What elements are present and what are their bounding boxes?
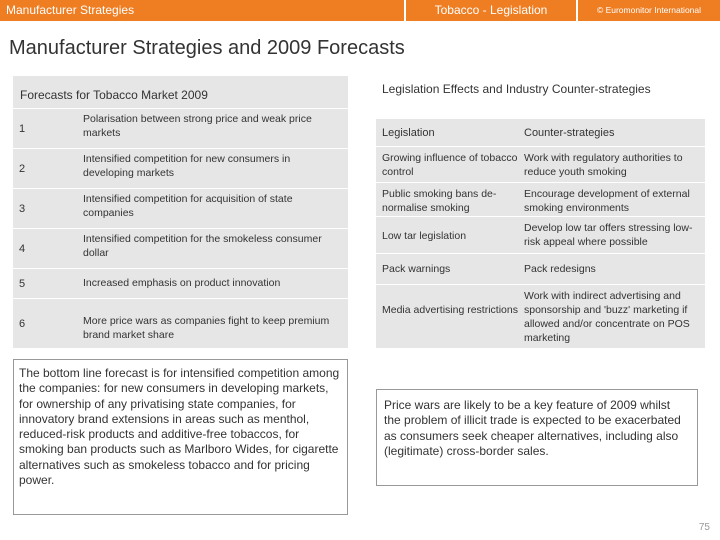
forecast-row <box>13 228 348 268</box>
col-counter-header: Counter-strategies <box>524 127 615 139</box>
forecast-row <box>13 108 348 148</box>
legislation-heading: Legislation Effects and Industry Counter-strategies <box>376 76 705 118</box>
col-legislation-header: Legislation <box>382 127 435 139</box>
legislation-cell: Low tar legislation <box>382 230 467 242</box>
legislation-row <box>376 253 705 284</box>
forecast-text: Intensified competition for the smokeless consumer dollar <box>83 233 322 259</box>
copyright-label: © Euromonitor International <box>578 0 720 21</box>
forecast-number: 4 <box>19 243 26 255</box>
forecast-number: 6 <box>19 318 26 330</box>
page-title: Manufacturer Strategies and 2009 Forecasts <box>9 37 405 59</box>
legislation-panel <box>376 76 705 348</box>
forecast-summary-note: The bottom line forecast is for intensified competition among the companies: for new consumers in developing markets, for ownership of any privatising state companies, for innovatory brand extensions in areas such as menthol, reduced-risk products and additive-free tobaccos, for smoking ban products such as Marlboro Wides, for cigarette alternatives such as smokeless tobacco and for pricing power. <box>13 359 348 515</box>
forecasts-panel <box>13 76 348 348</box>
forecast-number: 1 <box>19 123 26 135</box>
topic-label: Tobacco - Legislation <box>406 0 576 21</box>
price-wars-note: Price wars are likely to be a key feature of 2009 whilst the problem of illicit trade is expected to be exacerbated as consumers seek cheaper alternatives, including also (legitimate) cross-border sales. <box>376 389 698 486</box>
forecast-row <box>13 298 348 348</box>
legislation-cell: Media advertising restrictions <box>382 304 518 316</box>
counter-cell: Work with regulatory authorities to reduce youth smoking <box>524 152 683 178</box>
forecast-number: 5 <box>19 278 26 290</box>
section-label: Manufacturer Strategies <box>0 0 404 21</box>
forecast-row <box>13 148 348 188</box>
forecast-number: 3 <box>19 203 26 215</box>
forecast-text: Polarisation between strong price and weak price markets <box>83 113 312 139</box>
legislation-row <box>376 146 705 182</box>
forecast-number: 2 <box>19 163 26 175</box>
forecast-row <box>13 268 348 298</box>
forecasts-heading: Forecasts for Tobacco Market 2009 <box>20 88 208 102</box>
counter-cell: Encourage development of external smoking environments <box>524 188 690 214</box>
legislation-cell: Growing influence of tobacco control <box>382 152 518 178</box>
forecast-text: More price wars as companies fight to keep premium brand market share <box>83 315 330 341</box>
forecast-text: Intensified competition for acquisition of state companies <box>83 193 293 219</box>
legislation-cell: Pack warnings <box>382 263 451 275</box>
forecast-text: Increased emphasis on product innovation <box>83 277 281 289</box>
legislation-header-row <box>376 118 705 146</box>
counter-cell: Develop low tar offers stressing low-risk appeal where possible <box>524 222 693 248</box>
forecast-row <box>13 188 348 228</box>
legislation-row <box>376 182 705 216</box>
page-number: 75 <box>698 522 710 533</box>
legislation-cell: Public smoking bans de-normalise smoking <box>382 188 497 214</box>
legislation-row <box>376 284 705 348</box>
forecast-text: Intensified competition for new consumers in developing markets <box>83 153 291 179</box>
header-bar <box>0 0 720 21</box>
counter-cell: Pack redesigns <box>524 263 596 275</box>
legislation-row <box>376 216 705 253</box>
counter-cell: Work with indirect advertising and sponsorship and 'buzz' marketing if allowed and/or concentrate on POS marketing <box>524 290 690 344</box>
